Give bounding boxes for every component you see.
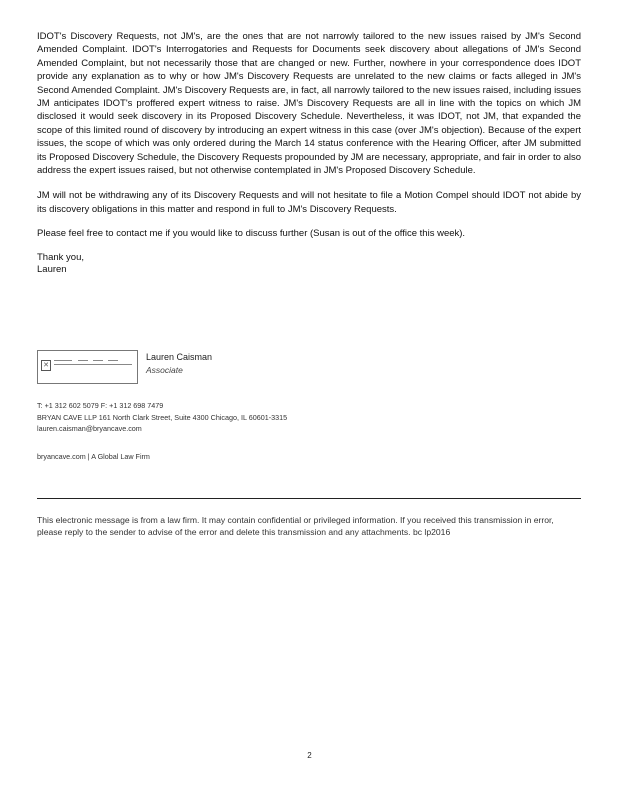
letter-body	[37, 30, 581, 277]
closing-line: Thank you,	[37, 251, 84, 263]
firm-address: BRYAN CAVE LLP 161 North Clark Street, Suite 4300 Chicago, IL 60601-3315	[37, 412, 288, 422]
phone-numbers: T: +1 312 602 5079 F: +1 312 698 7479	[37, 401, 164, 410]
broken-image-icon: ✕	[41, 360, 51, 371]
paragraph-contact: Please feel free to contact me if you would like to discuss further (Susan is out of the office this week).	[37, 228, 466, 240]
email-link[interactable]: lauren.caisman@bryancave.com	[37, 424, 142, 433]
divider-rule	[37, 498, 581, 499]
confidentiality-disclaimer: This electronic message is from a law firm. It may contain confidential or privileged information. If you received this transmission in error, please reply to the sender to advise of the error and delete this transmission and any attachments. bc lp2016	[37, 515, 554, 537]
sender-first-name: Lauren	[37, 264, 67, 276]
signature-block	[37, 350, 337, 386]
paragraph-discovery-requests: IDOT's Discovery Requests, not JM's, are the ones that are not narrowly tailored to the new issues raised by JM's Second Amended Complaint. IDOT's Interrogatories and Requests for Documents seek discovery about allegations of JM's Second Amended Complaint, but not necessarily those that are changed or new. Further, nowhere in your correspondence does IDOT provide any explanation as to why or how JM's Discovery Requests are unrelated to the new claims or facts alleged in JM's Second Amended Complaint. JM's Discovery Requests are, in fact, all narrowly tailored to the new issues raised, including issues JM anticipates IDOT's proffered expert witness to raise. JM's Discovery Requests are all in line with the topics on which JM disclosed it would seek discovery in its Proposed Discovery Schedule. Nevertheless, it was IDOT, not JM, that expanded the scope of this limited round of discovery by introducing an expert witness in this case (over JM's objection). Because of the expert issues, the scope of which was only ordered during the March 14 status conference with the Hearing Officer, after JM submitted its Proposed Discovery Schedule, the Discovery Requests propounded by JM are necessary, appropriate, and fair in order to also address the expert issues raised, but not otherwise contemplated in JM's Proposed Discovery Schedule.	[37, 31, 581, 177]
firm-website-link[interactable]: bryancave.com | A Global Law Firm	[37, 452, 150, 461]
contact-info	[37, 400, 437, 435]
signature-name: Lauren Caisman	[146, 352, 213, 362]
signature-title: Associate	[146, 365, 183, 375]
signature-logo-image	[37, 350, 138, 384]
page-number: 2	[307, 751, 312, 760]
paragraph-motion-compel: JM will not be withdrawing any of its Discovery Requests and will not hesitate to file a Motion Compel should IDOT not abide by its discovery obligations in this matter and respond in full to JM's Discovery Requests.	[37, 190, 581, 215]
